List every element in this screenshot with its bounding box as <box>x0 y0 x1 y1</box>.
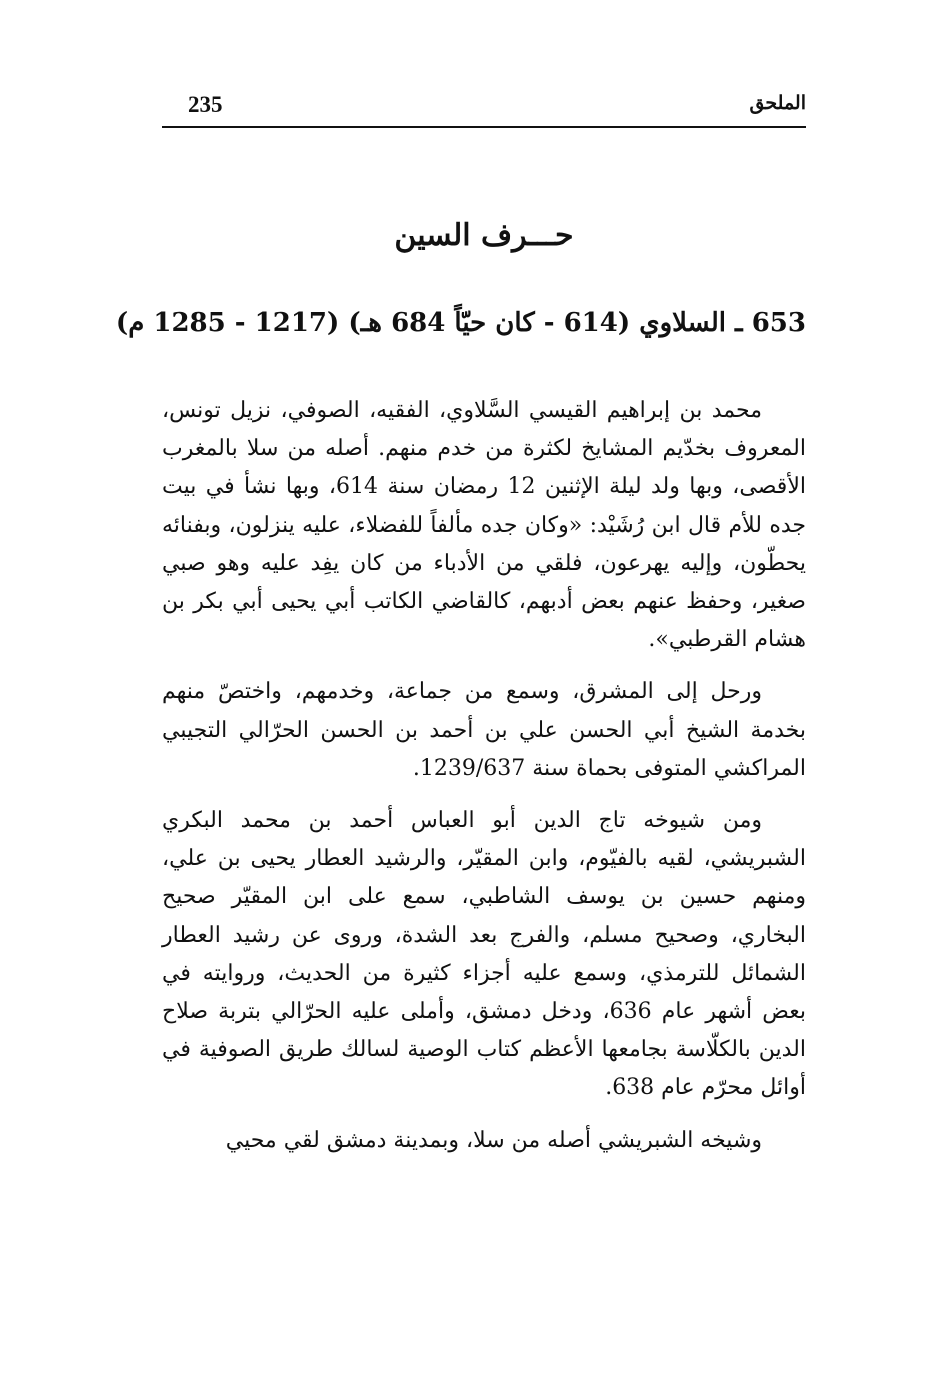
page-header <box>162 88 806 128</box>
paragraph-1: محمد بن إبراهيم القيسي السَّلاوي، الفقيه، الصوفي، نزيل تونس، المعروف بخدّيم المشايخ لكثرة من خدم منهم. أصله من سلا بالمغرب الأقصى، وبها ولد ليلة الإثنين 12 رمضان سنة 614، وبها نشأ في بيت جده للأم قال ابن رُشَيْد: «وكان جده مألفاً للفضلاء، عليه ينزلون، وبفنائه يحطّون، وإليه يهرعون، فلقي من الأدباء من كان يفِد عليه وهو صبي صغير، وحفظ عنهم بعض أدبهم، كالقاضي الكاتب أبي يحيى أبي بكر بن هشام القرطبي». <box>162 398 806 653</box>
entry-body <box>162 392 806 1160</box>
page-number: 235 <box>188 92 223 117</box>
paragraph-4: وشيخه الشبريشي أصله من سلا، وبمدينة دمشق لقي محيي <box>225 1127 762 1153</box>
section-title: حـــرف السين <box>394 218 574 253</box>
entry-heading: 653 ـ السلاوي (614 - كان حيّاً 684 هـ) (1217 - 1285 م) <box>115 308 806 338</box>
paragraph-3: ومن شيوخه تاج الدين أبو العباس أحمد بن محمد البكري الشبريشي، لقيه بالفيّوم، وابن المقيّر، والرشيد العطار يحيى بن علي، ومنهم حسين بن يوسف الشاطبي، سمع على ابن المقيّر صحيح البخاري، وصحيح مسلم، والفرج بعد الشدة، وروى عن رشيد العطار الشمائل للترمذي، وسمع عليه أجزاء كثيرة من الحديث، وروايته في بعض أشهر عام 636، ودخل دمشق، وأملى عليه الحرّالي بتربة صلاح الدين بالكلّاسة بجامعها الأعظم كتاب الوصية لسالك طريق الصوفية في أوائل محرّم عام 638. <box>162 808 806 1101</box>
paragraph-2: ورحل إلى المشرق، وسمع من جماعة، وخدمهم، واختصّ منهم بخدمة الشيخ أبي الحسن علي بن أحمد بن الحسن الحرّالي التجيبي المراكشي المتوفى بحماة سنة 1239/637. <box>162 679 806 781</box>
running-title: الملحق <box>749 92 806 114</box>
